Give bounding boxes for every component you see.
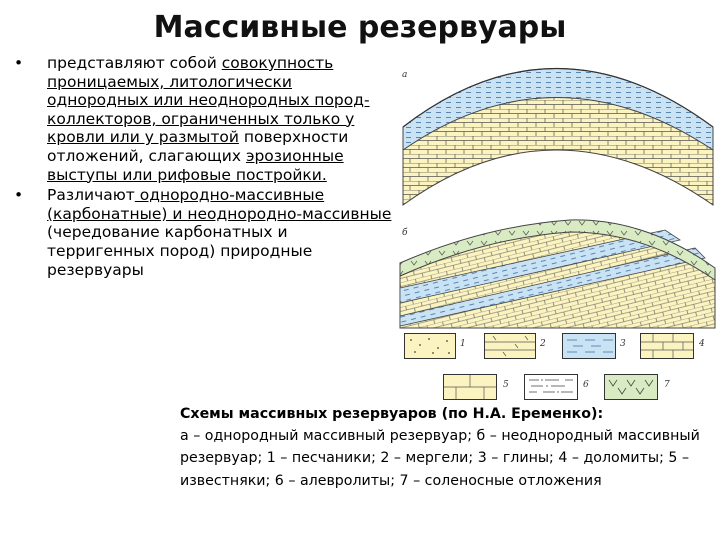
bullet-marker: • — [14, 54, 24, 72]
bullet-item — [14, 186, 394, 279]
bullet-underlined-text: эрозионные выступы или рифовые постройки. — [47, 146, 344, 184]
panel-b-label: б — [402, 228, 408, 238]
reservoir-diagram-a — [395, 55, 720, 215]
bullet-text: поверхности отложений, слагающих — [47, 128, 349, 165]
panel-a-label: а — [402, 70, 408, 80]
legend-swatch-dolomite — [640, 333, 694, 359]
legend-number: 3 — [620, 339, 626, 349]
slide-title: Массивные резервуары — [153, 10, 567, 45]
bullet-marker: • — [14, 186, 24, 205]
legend-number: 2 — [540, 339, 546, 349]
caption-title: Схемы массивных резервуаров (по Н.А. Еременко): — [180, 406, 604, 422]
bullet-list — [14, 54, 394, 281]
bullet-text: представляют собой — [47, 54, 222, 72]
legend-number: 4 — [699, 339, 705, 349]
legend-number: 1 — [460, 339, 466, 349]
caption-body: а – однородный массивный резервуар; б – неоднородный массивный резервуар; 1 – песчаники; 2 – мергели; 3 – глины; 4 – доломиты; 5 – известняки; 6 – алевролиты; 7 – соленосные отложения — [180, 428, 700, 489]
legend-number: 5 — [503, 380, 509, 390]
legend-swatch-limestone — [443, 374, 497, 400]
legend-number: 6 — [583, 380, 589, 390]
legend-number: 7 — [664, 380, 670, 390]
legend-swatch-salt — [604, 374, 658, 400]
legend-swatch-sandstone — [404, 333, 456, 359]
legend-swatch-siltstone — [524, 374, 578, 400]
bullet-underlined-text: однородно-массивные (карбонатные) и неоднородно-массивные — [47, 186, 392, 223]
legend-swatch-clay — [562, 333, 616, 359]
bullet-underlined-text: совокупность проницаемых, литологически однородных или неоднородных пород-коллекторов, ограниченных только у кровли или у размытой — [47, 54, 370, 147]
legend-swatch-marl — [484, 333, 536, 359]
bullet-text: Различают — [47, 186, 135, 205]
reservoir-diagram-b — [395, 218, 720, 330]
bullet-item — [14, 54, 394, 184]
figure-caption — [180, 403, 700, 492]
bullet-text: (чередование карбонатных и терригенных пород) природные резервуары — [47, 223, 313, 279]
